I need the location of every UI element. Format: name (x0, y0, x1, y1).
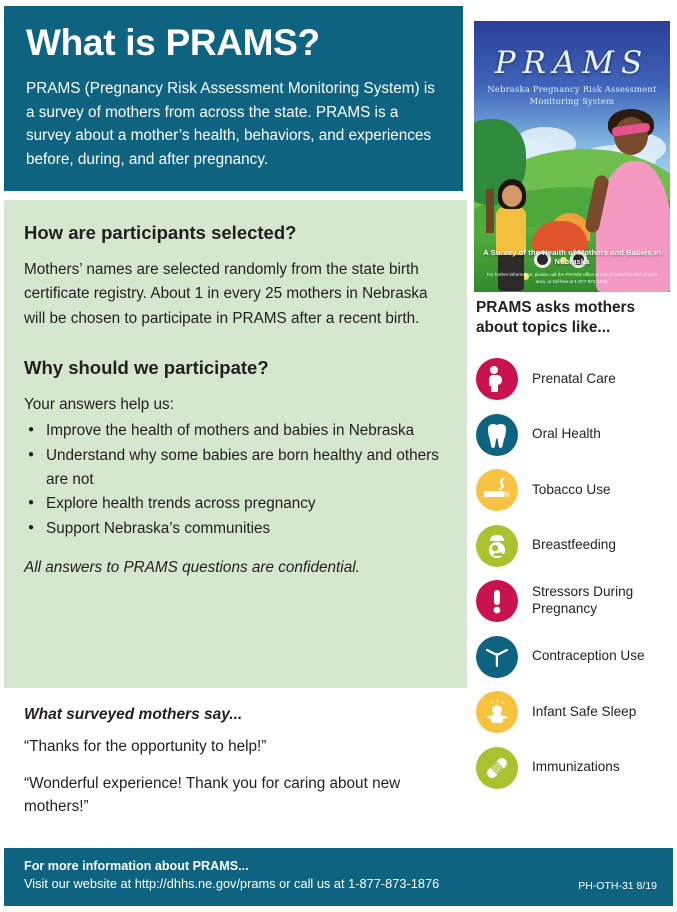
topic-label: Tobacco Use (532, 481, 611, 497)
section-body-selection: Mothers’ names are selected randomly from the state birth certificate registry. About 1 in every 25 mothers in Nebraska will be chosen to participate in PRAMS after a recent birth. (24, 261, 428, 327)
footer-heading: For more information about PRAMS... (24, 859, 249, 873)
exclamation-icon (476, 580, 518, 622)
testimonial-quote: “Thanks for the opportunity to help!” (24, 738, 267, 755)
tooth-icon (476, 414, 518, 456)
cover-fineprint: For further information, please call the PRAMS office at 402-471-0570 in the Lincoln area, or toll-free at 1-877-873-1876. (486, 272, 658, 285)
confidentiality-note: All answers to PRAMS questions are confidential. (24, 558, 360, 576)
header-description: PRAMS (Pregnancy Risk Assessment Monitoring System) is a survey of mothers from across the state. PRAMS is a survey about a mother’s health, behaviors, and experiences before, during, and after pregnancy. (26, 79, 435, 168)
svg-text:z: z (491, 700, 494, 707)
footer-doc-code: PH-OTH-31 8/19 (578, 880, 657, 892)
section-heading-participate: Why should we participate? (24, 357, 269, 379)
footer-banner (4, 848, 673, 906)
list-item: ● Support Nebraska’s communities (24, 517, 447, 541)
topic-item-oral-health (476, 407, 674, 463)
info-panel (4, 200, 467, 688)
testimonials-section (24, 706, 464, 833)
svg-text:z: z (501, 700, 504, 707)
sleeping-baby-icon (476, 691, 518, 733)
svg-text:z: z (496, 698, 499, 705)
cover-title: PRAMS (494, 45, 650, 81)
testimonial-quote: “Wonderful experience! Thank you for caring about new mothers!” (24, 774, 401, 815)
topic-item-infant-safe-sleep (476, 684, 674, 740)
pregnant-woman-icon (476, 358, 518, 400)
topic-label: Immunizations (532, 759, 620, 775)
header-banner (4, 6, 463, 191)
topic-label: Stressors During Pregnancy (532, 584, 634, 617)
topics-sidebar (476, 298, 674, 795)
cigarette-icon (476, 469, 518, 511)
topic-label: Infant Safe Sleep (532, 703, 637, 719)
topic-item-immunizations (476, 740, 674, 796)
list-item: ● Improve the health of mothers and babies in Nebraska (24, 419, 447, 443)
topic-item-tobacco-use (476, 462, 674, 518)
benefits-list (24, 419, 447, 541)
topic-item-stressors-during-pregnancy (476, 573, 674, 629)
iud-icon (476, 636, 518, 678)
bullets-lead-in: Your answers help us: (24, 396, 174, 414)
cover-banner-text: A Survey of the Health of Mothers and Babies in Nebraska (483, 248, 661, 266)
breastfeeding-icon (476, 525, 518, 567)
topic-item-breastfeeding (476, 518, 674, 574)
topic-label: Contraception Use (532, 648, 645, 664)
topic-item-contraception-use (476, 629, 674, 685)
page-title: What is PRAMS? (26, 22, 320, 63)
brochure-cover-image (474, 21, 670, 292)
footer-contact-line: Visit our website at http://dhhs.ne.gov/prams or call us at 1-877-873-1876 (24, 876, 440, 891)
cover-subtitle: Nebraska Pregnancy Risk Assessment Monitoring System (487, 84, 657, 107)
list-item: ● Understand why some babies are born healthy and others are not (24, 444, 447, 491)
topic-item-prenatal-care (476, 351, 674, 407)
testimonials-heading: What surveyed mothers say... (24, 706, 243, 723)
topics-heading: PRAMS asks mothers about topics like... (476, 299, 636, 336)
topic-label: Breastfeeding (532, 537, 616, 553)
bandage-icon (476, 747, 518, 789)
list-item: ● Explore health trends across pregnancy (24, 492, 447, 516)
section-heading-selection: How are participants selected? (24, 222, 297, 243)
topic-label: Prenatal Care (532, 370, 616, 386)
topic-label: Oral Health (532, 426, 601, 442)
